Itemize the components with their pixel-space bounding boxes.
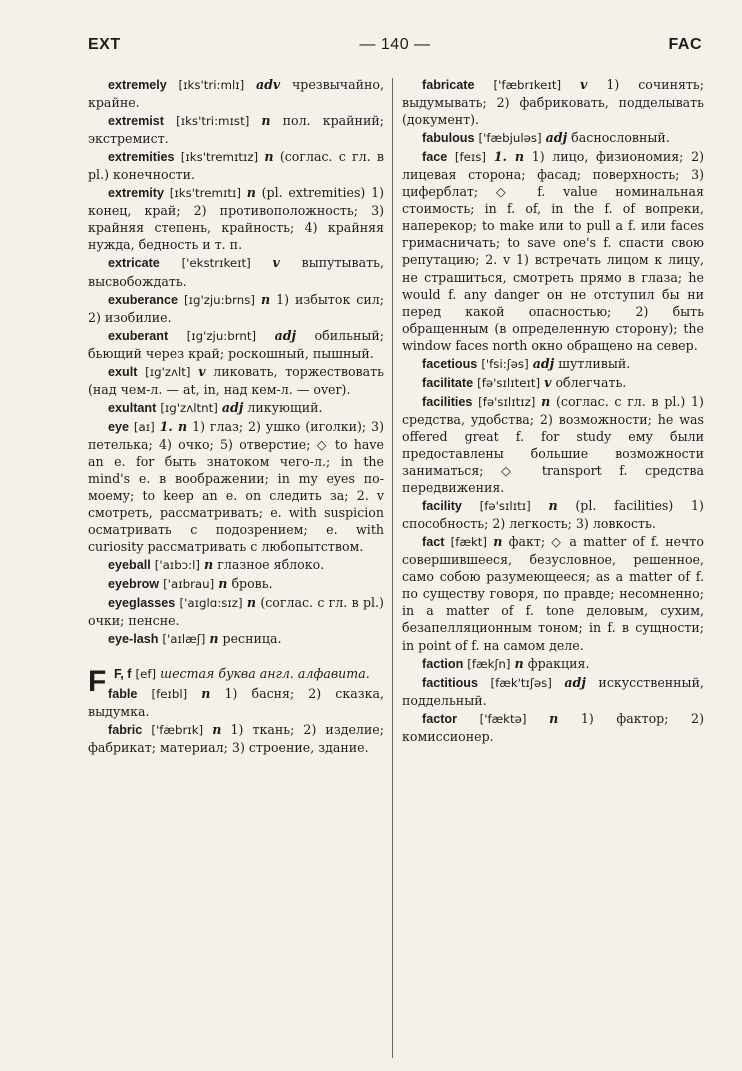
- dictionary-entry: [88, 721, 384, 756]
- entry-definition: фракция.: [527, 655, 590, 671]
- entry-part-of-speech: v: [198, 363, 206, 379]
- entry-definition: (соглас. с гл. в pl.) конечности.: [88, 149, 384, 183]
- entry-definition: ликовать, торжествовать (над чем-л. — at, in, над кем-л. — over).: [88, 363, 384, 397]
- entry-transcription: [fækʃn]: [467, 656, 511, 671]
- entry-headword: extremities: [108, 150, 175, 165]
- entry-transcription: ['ekstrɪkeɪt]: [181, 256, 251, 271]
- entry-definition: облегчать.: [555, 374, 627, 390]
- entry-transcription: ['fsi:ʃəs]: [481, 356, 529, 371]
- entry-headword: eyeball: [108, 558, 151, 573]
- dictionary-entry: [88, 575, 384, 593]
- right-column: [402, 76, 704, 746]
- dictionary-entry: [402, 710, 704, 745]
- entry-part-of-speech: n: [218, 576, 228, 592]
- entry-transcription: ['fæbrɪk]: [151, 722, 204, 737]
- entry-part-of-speech: 1. n: [159, 418, 188, 434]
- entry-transcription: [ɪks'tri:mɪst]: [176, 114, 250, 129]
- entry-part-of-speech: n: [549, 710, 559, 726]
- entry-headword: F, f: [114, 666, 132, 681]
- page-number: — 140 —: [359, 36, 431, 53]
- dictionary-entry: [88, 254, 384, 289]
- letter-entry: [108, 665, 384, 683]
- entry-definition: 1) лицо, физиономия; 2) лицевая сторона; фасад; поверхность; 3) циферблат; ◇ f. value номинальная стоимость; in f. of, in the f. of вопреки, наперекор; to make или to pull a f. или faces гримасничать; to save one's f. спасти свою репутацию; 2. v 1) встречать лицом к лицу, не страшиться, смотреть прямо в глаза; he would f. any danger он не отступил бы ни перед какой опасностью; 2) быть обращенным (в определенную сторону); the window faces north окно обращено на север.: [402, 149, 704, 353]
- entry-transcription: [ɪg'zju:brnt]: [186, 328, 257, 343]
- entry-headword: fabricate: [422, 78, 475, 92]
- entry-transcription: [ɪg'zʌlt]: [145, 364, 191, 379]
- entry-definition: пол. крайний; экстремист.: [88, 113, 384, 147]
- dictionary-entry: [402, 655, 704, 673]
- dictionary-entry: [402, 393, 704, 496]
- entry-part-of-speech: n: [541, 393, 551, 409]
- entry-part-of-speech: adj: [221, 399, 244, 415]
- entry-headword: fable: [108, 686, 138, 701]
- initial-letter: F: [88, 664, 107, 698]
- entry-transcription: [ɪks'tremɪtɪ]: [169, 186, 241, 201]
- entry-part-of-speech: n: [264, 149, 274, 165]
- entry-part-of-speech: adv: [255, 77, 281, 92]
- dictionary-entry: [88, 594, 384, 629]
- entry-transcription: [ɪks'tremɪtɪz]: [180, 150, 259, 165]
- entry-definition: бровь.: [231, 576, 273, 592]
- entry-transcription: [ef]: [135, 666, 157, 681]
- entry-headword: extremity: [108, 186, 165, 201]
- entry-definition: (pl. facilities) 1) способность; 2) легкость; 3) ловкость.: [402, 498, 704, 532]
- entry-part-of-speech: n: [261, 113, 271, 129]
- left-column: [88, 76, 384, 757]
- entry-transcription: [fə'sɪlɪtɪz]: [478, 394, 536, 409]
- entry-headword: exultant: [108, 400, 157, 415]
- entry-headword: faction: [422, 656, 464, 671]
- entry-part-of-speech: n: [204, 557, 214, 573]
- dictionary-entry: [88, 418, 384, 555]
- entry-part-of-speech: n: [493, 534, 503, 550]
- entry-headword: extricate: [108, 256, 160, 271]
- dictionary-entry: [402, 76, 704, 128]
- entry-transcription: ['aɪglɑ:sɪz]: [179, 596, 243, 611]
- entry-definition: 1) фактор; 2) комиссионер.: [402, 710, 704, 744]
- entry-transcription: ['fæbrɪkeɪt]: [493, 78, 562, 92]
- entry-definition: искусственный, поддельный.: [402, 674, 704, 708]
- entry-transcription: ['aɪbrau]: [163, 577, 215, 592]
- entry-headword: eyebrow: [108, 577, 160, 592]
- entry-definition: обильный; бьющий через край; роскошный, пышный.: [88, 327, 384, 361]
- entry-definition: (соглас. с гл. в pl.) 1) средства, удобства; 2) возможности; he was offered great f. for study ему были предоставлены большие возможности заниматься; ◇ transport f. средства передвижения.: [402, 393, 704, 496]
- entry-part-of-speech: n: [246, 595, 257, 611]
- entry-headword: face: [422, 150, 448, 165]
- dictionary-entry: [88, 630, 384, 648]
- dictionary-entry: [88, 685, 384, 720]
- entry-transcription: [fæk'tɪʃəs]: [490, 675, 552, 690]
- entry-headword: exuberant: [108, 328, 169, 343]
- entry-definition: 1) глаз; 2) ушко (иголки); 3) петелька; 4) очко; 5) отверстие; ◇ to have an e. for быть знатоком чего-л.; in the mind's e. в воображении; in my eyes по-моему; to keep an e. on следить за; 2. v смотреть, рассматривать; e. with suspicion осматривать с подозрением; e. with curiosity рассматривать с любопытством.: [88, 418, 384, 555]
- entry-transcription: [feɪbl]: [151, 686, 188, 701]
- entry-transcription: [fækt]: [450, 535, 488, 550]
- entry-headword: facility: [422, 499, 462, 514]
- entry-definition: 1) сочинять; выдумывать; 2) фабриковать, подделывать (документ).: [402, 77, 704, 128]
- entry-definition: баснословный.: [571, 130, 670, 146]
- entry-definition: чрезвычайно, крайне.: [88, 77, 384, 111]
- entry-definition: 1) басня; 2) сказка, выдумка.: [88, 685, 384, 719]
- entry-transcription: ['aɪlæʃ]: [162, 632, 206, 647]
- entry-transcription: [fə'sɪlɪtɪ]: [479, 499, 531, 514]
- entry-definition: 1) избыток сил; 2) изобилие.: [88, 291, 384, 325]
- entry-transcription: [fə'sɪlɪteɪt]: [477, 375, 541, 390]
- entry-definition: выпутывать, высвобождать.: [88, 255, 384, 289]
- entry-part-of-speech: v: [580, 77, 588, 92]
- entry-part-of-speech: adj: [532, 355, 555, 371]
- entry-part-of-speech: n: [548, 498, 558, 514]
- entry-definition: шестая буква англ. алфавита.: [160, 665, 370, 681]
- dictionary-entry: [88, 291, 384, 326]
- dictionary-entry: [88, 76, 384, 111]
- dictionary-entry: [402, 533, 704, 653]
- entry-headword: extremist: [108, 114, 165, 129]
- dictionary-entry: [88, 184, 384, 253]
- entry-definition: 1) ткань; 2) изделие; фабрикат; материал; 3) строение, здание.: [88, 721, 384, 755]
- entry-part-of-speech: n: [514, 655, 524, 671]
- entry-headword: extremely: [108, 78, 167, 92]
- entry-transcription: [ɪks'tri:mlɪ]: [178, 78, 245, 92]
- entry-part-of-speech: adj: [274, 327, 297, 343]
- dictionary-entry: [402, 674, 704, 709]
- entry-part-of-speech: v: [544, 374, 552, 390]
- header-right-guide-word: FAC: [668, 36, 702, 53]
- entry-definition: факт; ◇ a matter of f. нечто совершившееся, безусловное, решенное, само собою разумеющееся; as a matter of f. по существу говоря, по правде; несомненно; in a matter of f. tone деловым, сухим, безапелляционным тоном; in f. в сущности; in point of f. на самом деле.: [402, 534, 704, 653]
- entry-transcription: [ɪg'zju:brns]: [184, 292, 255, 307]
- entry-part-of-speech: adj: [564, 674, 586, 690]
- entry-part-of-speech: n: [260, 291, 271, 307]
- entry-part-of-speech: v: [272, 255, 280, 271]
- entry-headword: exuberance: [108, 292, 179, 307]
- entry-part-of-speech: 1. n: [493, 149, 525, 165]
- entry-headword: facetious: [422, 356, 478, 371]
- entry-definition: ликующий.: [247, 399, 323, 415]
- header-left-guide-word: EXT: [88, 36, 121, 53]
- dictionary-entry: [88, 148, 384, 183]
- entry-headword: factitious: [422, 675, 478, 690]
- dictionary-entry: [88, 399, 384, 417]
- entry-headword: eye-lash: [108, 632, 159, 647]
- dictionary-entry: [402, 355, 704, 373]
- dictionary-entry: [402, 129, 704, 147]
- dictionary-entry: [402, 374, 704, 392]
- entry-headword: fabulous: [422, 131, 475, 146]
- entry-part-of-speech: n: [209, 631, 219, 647]
- page-header: [88, 36, 702, 58]
- entry-transcription: [ɪg'zʌltnt]: [160, 400, 218, 415]
- dictionary-entry: [88, 112, 384, 147]
- dictionary-entry: [402, 148, 704, 354]
- entry-definition: (pl. extremities) 1) конец, край; 2) противоположность; 3) крайняя степень, крайность; 4) крайняя нужда, бедность и т. п.: [88, 185, 384, 253]
- entry-headword: fabric: [108, 722, 143, 737]
- entry-transcription: ['fæbjuləs]: [478, 131, 542, 146]
- column-divider: [392, 78, 393, 1058]
- entry-part-of-speech: n: [246, 185, 256, 201]
- entry-headword: facilities: [422, 394, 473, 409]
- dictionary-entry: [402, 497, 704, 532]
- entry-definition: ресница.: [222, 631, 282, 647]
- entry-headword: fact: [422, 535, 445, 550]
- entry-definition: шутливый.: [558, 355, 631, 371]
- entry-headword: factor: [422, 711, 457, 726]
- entry-part-of-speech: n: [201, 685, 211, 701]
- entry-definition: глазное яблоко.: [217, 557, 325, 573]
- dictionary-entry: [88, 327, 384, 362]
- entry-transcription: ['aɪbɔ:l]: [154, 558, 201, 573]
- entry-part-of-speech: adj: [545, 130, 568, 146]
- entry-definition: (соглас. с гл. в pl.) очки; пенсне.: [88, 595, 384, 629]
- entry-headword: exult: [108, 364, 138, 379]
- entry-transcription: ['fæktə]: [479, 711, 527, 726]
- entry-headword: eye: [108, 419, 130, 434]
- dictionary-entry: [88, 556, 384, 574]
- entry-headword: eyeglasses: [108, 596, 176, 611]
- entry-headword: facilitate: [422, 375, 474, 390]
- entry-transcription: [feɪs]: [454, 150, 487, 165]
- dictionary-entry: [88, 363, 384, 398]
- entry-part-of-speech: n: [212, 721, 222, 737]
- entry-transcription: [aɪ]: [133, 419, 155, 434]
